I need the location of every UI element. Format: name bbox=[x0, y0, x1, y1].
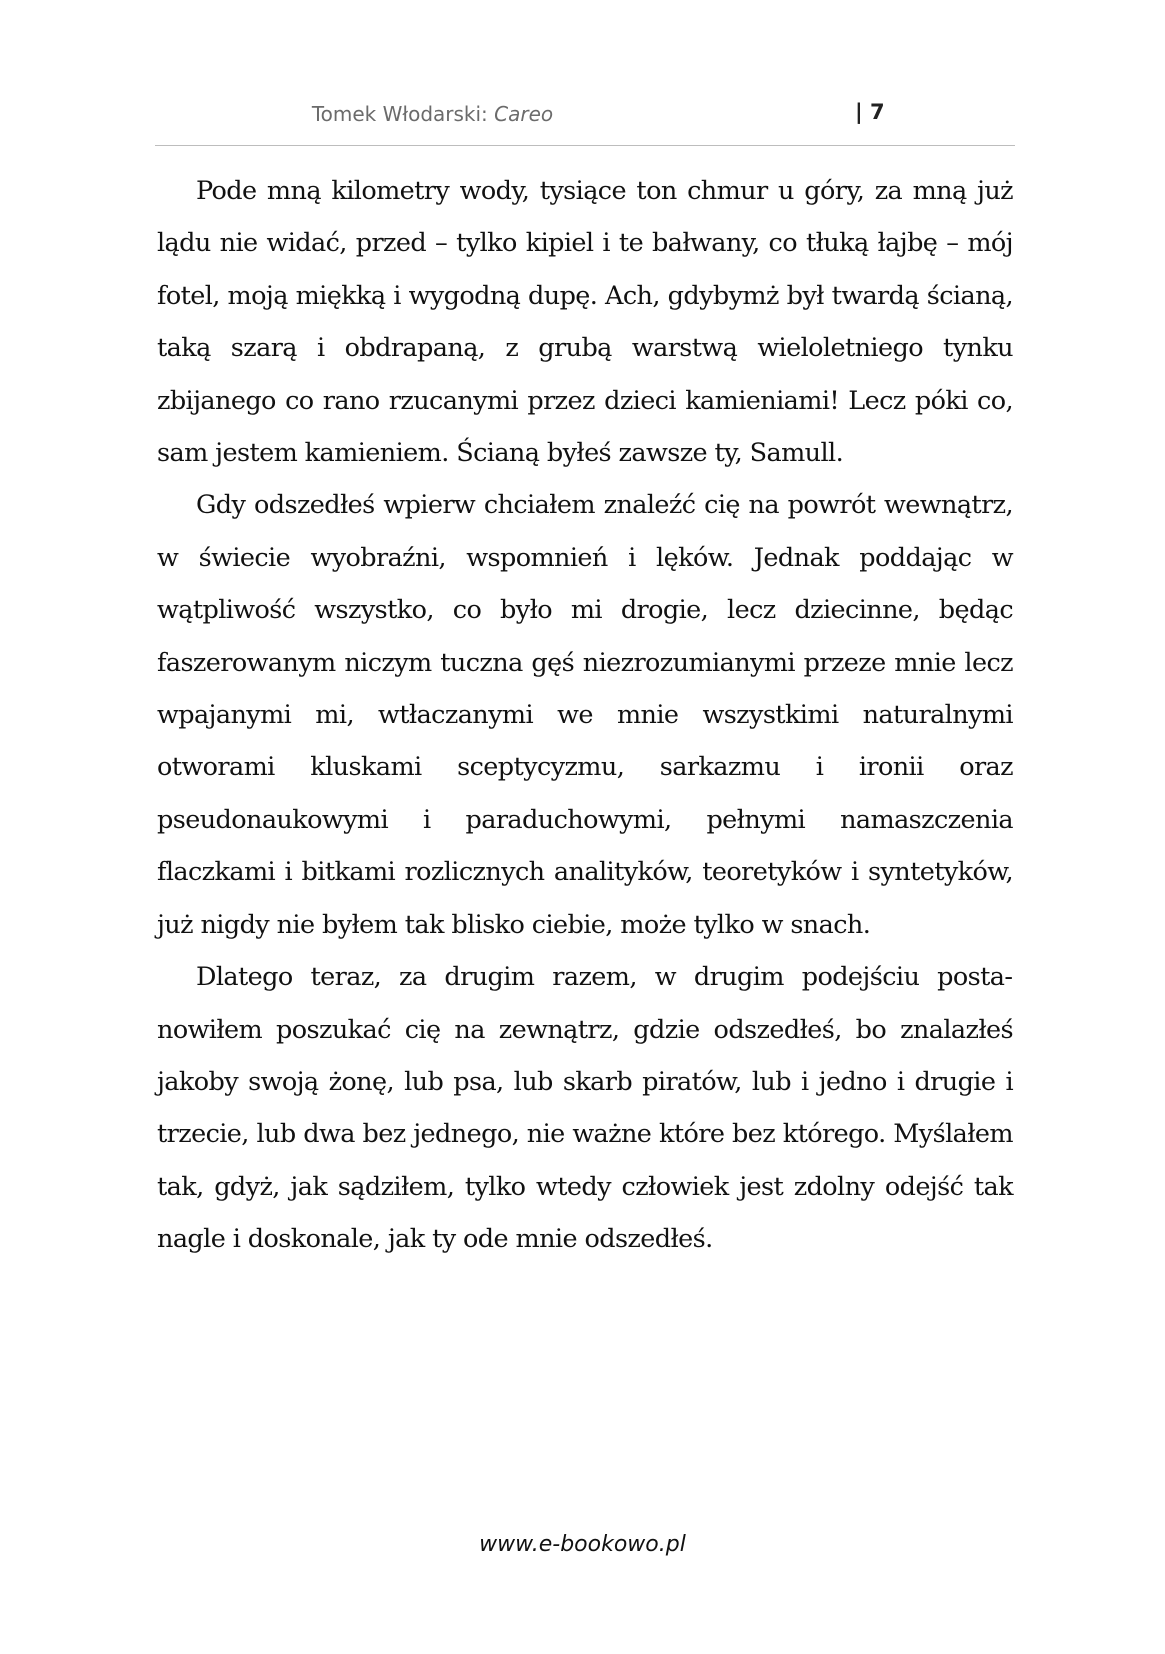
header-book-title: Careo bbox=[494, 102, 554, 126]
paragraph: Dlatego teraz, za drugim razem, w drugim podejściu postanowiłem poszukać cię na zewnątrz, gdzie odszedłeś, bo znalazłeś jakoby swoją żonę, lub psa, lub skarb piratów, lub i jedno i drugie i trzecie, lub dwa bez jednego, nie ważne które bez którego. Myślałem tak, gdyż, jak sądziłem, tylko wtedy człowiek jest zdolny odejść tak nagle i doskonale, jak ty ode mnie odszedłeś. bbox=[157, 962, 1013, 1255]
paragraph: Gdy odszedłeś wpierw chciałem znaleźć cię na powrót wewnątrz, w świecie wyobraźni, wspomnień i lęków. Jednak poddając w wątpliwość wszystko, co było mi drogie, lecz dziecinne, będąc faszerowanym niczym tuczna gęś niezrozumianymi przeze mnie lecz wpajanymi mi, wtłaczanymi we mnie wszystkimi naturalnymi otworami kluskami sceptycyzmu, sarkazmu i ironii oraz pseudonaukowymi i paraduchowymi, pełnymi namaszczenia flaczkami i bitkami rozlicznych analityków, teoretyków i syntetyków, już nigdy nie byłem tak blisko ciebie, może tylko w snach. bbox=[157, 490, 1013, 940]
page-body bbox=[157, 165, 1013, 1266]
header-author: Tomek Włodarski: bbox=[311, 102, 495, 126]
header-divider bbox=[155, 145, 1015, 146]
footer-url: www.e-bookowo.pl bbox=[479, 1532, 686, 1557]
header-title bbox=[155, 102, 710, 126]
page-number: | 7 bbox=[855, 100, 885, 124]
paragraph: Pode mną kilometry wody, tysiące ton chmur u góry, za mną już lądu nie widać, przed – tylko kipiel i te bałwany, co tłuką łajbę – mój fotel, moją miękką i wygodną dupę. Ach, gdybymż był twardą ścianą, taką szarą i obdrapaną, z grubą warstwą wieloletniego tynku zbijanego co rano rzucanymi przez dzieci kamieniami! Lecz póki co, sam jestem kamieniem. Ścianą byłeś zawsze ty, Samull. bbox=[157, 176, 1013, 469]
running-header bbox=[155, 96, 1015, 136]
